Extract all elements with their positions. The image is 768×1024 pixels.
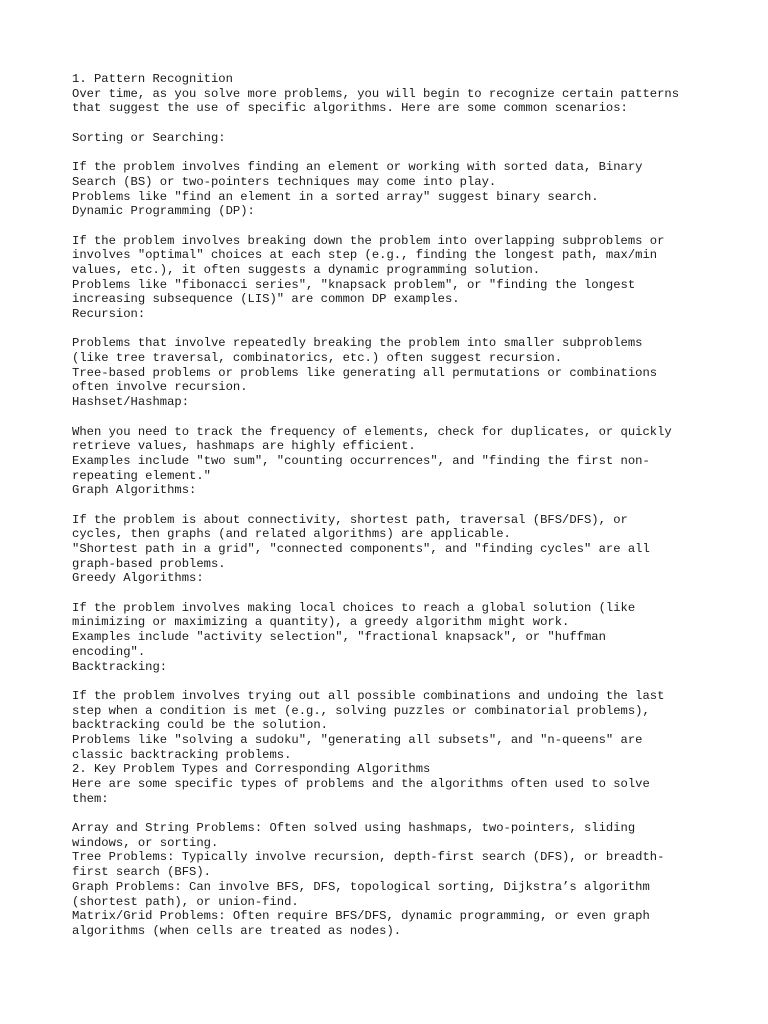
text-line: backtracking could be the solution. [72, 718, 328, 733]
text-line: "Shortest path in a grid", "connected components", and "finding cycles" are all [72, 542, 650, 556]
blank-line [72, 410, 732, 425]
text-line: minimizing or maximizing a quantity), a greedy algorithm might work. [72, 615, 570, 630]
text-line: (shortest path), or union-find. [72, 894, 299, 909]
text-line: often involve recursion. [72, 380, 248, 395]
text-line: 2. Key Problem Types and Corresponding Algorithms [72, 762, 431, 777]
text-line: involves "optimal" choices at each step (e.g., finding the longest path, max/min [72, 248, 658, 263]
text-line: algorithms (when cells are treated as nodes). [72, 923, 402, 938]
text-line: windows, or sorting. [72, 835, 219, 850]
text-line: Examples include "activity selection", "fractional knapsack", or "huffman [72, 630, 606, 645]
blank-line [72, 498, 732, 513]
text-line: Hashset/Hashmap: [72, 395, 190, 410]
text-line: If the problem is about connectivity, shortest path, traversal (BFS/DFS), or [72, 512, 628, 527]
text-line: Examples include "two sum", "counting occurrences", and "finding the first non- [72, 453, 650, 468]
text-line: Here are some specific types of problems and the algorithms often used to solve [72, 777, 650, 791]
text-line: If the problem involves making local choices to reach a global solution (like [72, 600, 636, 615]
text-line: Greedy Algorithms: [72, 571, 204, 586]
text-line: Tree Problems: Typically involve recursion, depth-first search (DFS), or breadth- [72, 850, 665, 865]
text-line: 1. Pattern Recognition [72, 72, 233, 86]
text-line: Over time, as you solve more problems, you will begin to recognize certain patterns [72, 86, 680, 101]
blank-line [72, 322, 732, 337]
text-line: retrieve values, hashmaps are highly efficient. [72, 439, 416, 454]
text-line: (like tree traversal, combinatorics, etc.) often suggest recursion. [72, 351, 563, 366]
text-line: encoding". [72, 644, 146, 659]
blank-line [72, 674, 732, 689]
text-line: increasing subsequence (LIS)" are common DP examples. [72, 292, 460, 307]
text-line: If the problem involves trying out all possible combinations and undoing the last [72, 688, 665, 703]
blank-line [72, 219, 732, 234]
text-line: Search (BS) or two-pointers techniques may come into play. [72, 174, 497, 189]
blank-line [72, 116, 732, 131]
text-line: step when a condition is met (e.g., solving puzzles or combinatorial problems), [72, 703, 650, 718]
text-line: classic backtracking problems. [72, 747, 292, 762]
text-line: When you need to track the frequency of elements, check for duplicates, or quickly [72, 424, 672, 439]
text-line: that suggest the use of specific algorithms. Here are some common scenarios: [72, 101, 628, 116]
text-line: If the problem involves finding an element or working with sorted data, Binary [72, 160, 643, 175]
text-line: Problems like "find an element in a sorted array" suggest binary search. [72, 189, 599, 204]
text-line: Problems that involve repeatedly breaking the problem into smaller subproblems [72, 336, 643, 351]
text-line: cycles, then graphs (and related algorithms) are applicable. [72, 527, 511, 542]
blank-line [72, 806, 732, 821]
text-line: Array and String Problems: Often solved using hashmaps, two-pointers, sliding [72, 821, 636, 836]
blank-line [72, 145, 732, 160]
text-line: Problems like "fibonacci series", "knapsack problem", or "finding the longest [72, 277, 636, 292]
text-line: Tree-based problems or problems like generating all permutations or combinations [72, 365, 658, 380]
document-page [72, 72, 732, 939]
text-line: Graph Problems: Can involve BFS, DFS, topological sorting, Dijkstra’s algorithm [72, 879, 650, 894]
text-line: Graph Algorithms: [72, 483, 197, 498]
text-line: first search (BFS). [72, 865, 211, 880]
text-line: them: [72, 791, 109, 806]
text-line: Backtracking: [72, 659, 168, 674]
text-line: Problems like "solving a sudoku", "generating all subsets", and "n-queens" are [72, 732, 643, 747]
text-line: graph-based problems. [72, 556, 226, 571]
text-line: Sorting or Searching: [72, 130, 226, 145]
text-line: If the problem involves breaking down the problem into overlapping subproblems or [72, 233, 665, 248]
text-line: Matrix/Grid Problems: Often require BFS/DFS, dynamic programming, or even graph [72, 909, 650, 924]
text-line: values, etc.), it often suggests a dynamic programming solution. [72, 262, 541, 277]
blank-line [72, 586, 732, 601]
text-line: Dynamic Programming (DP): [72, 204, 255, 219]
text-line: Recursion: [72, 307, 146, 321]
text-line: repeating element." [72, 468, 211, 483]
